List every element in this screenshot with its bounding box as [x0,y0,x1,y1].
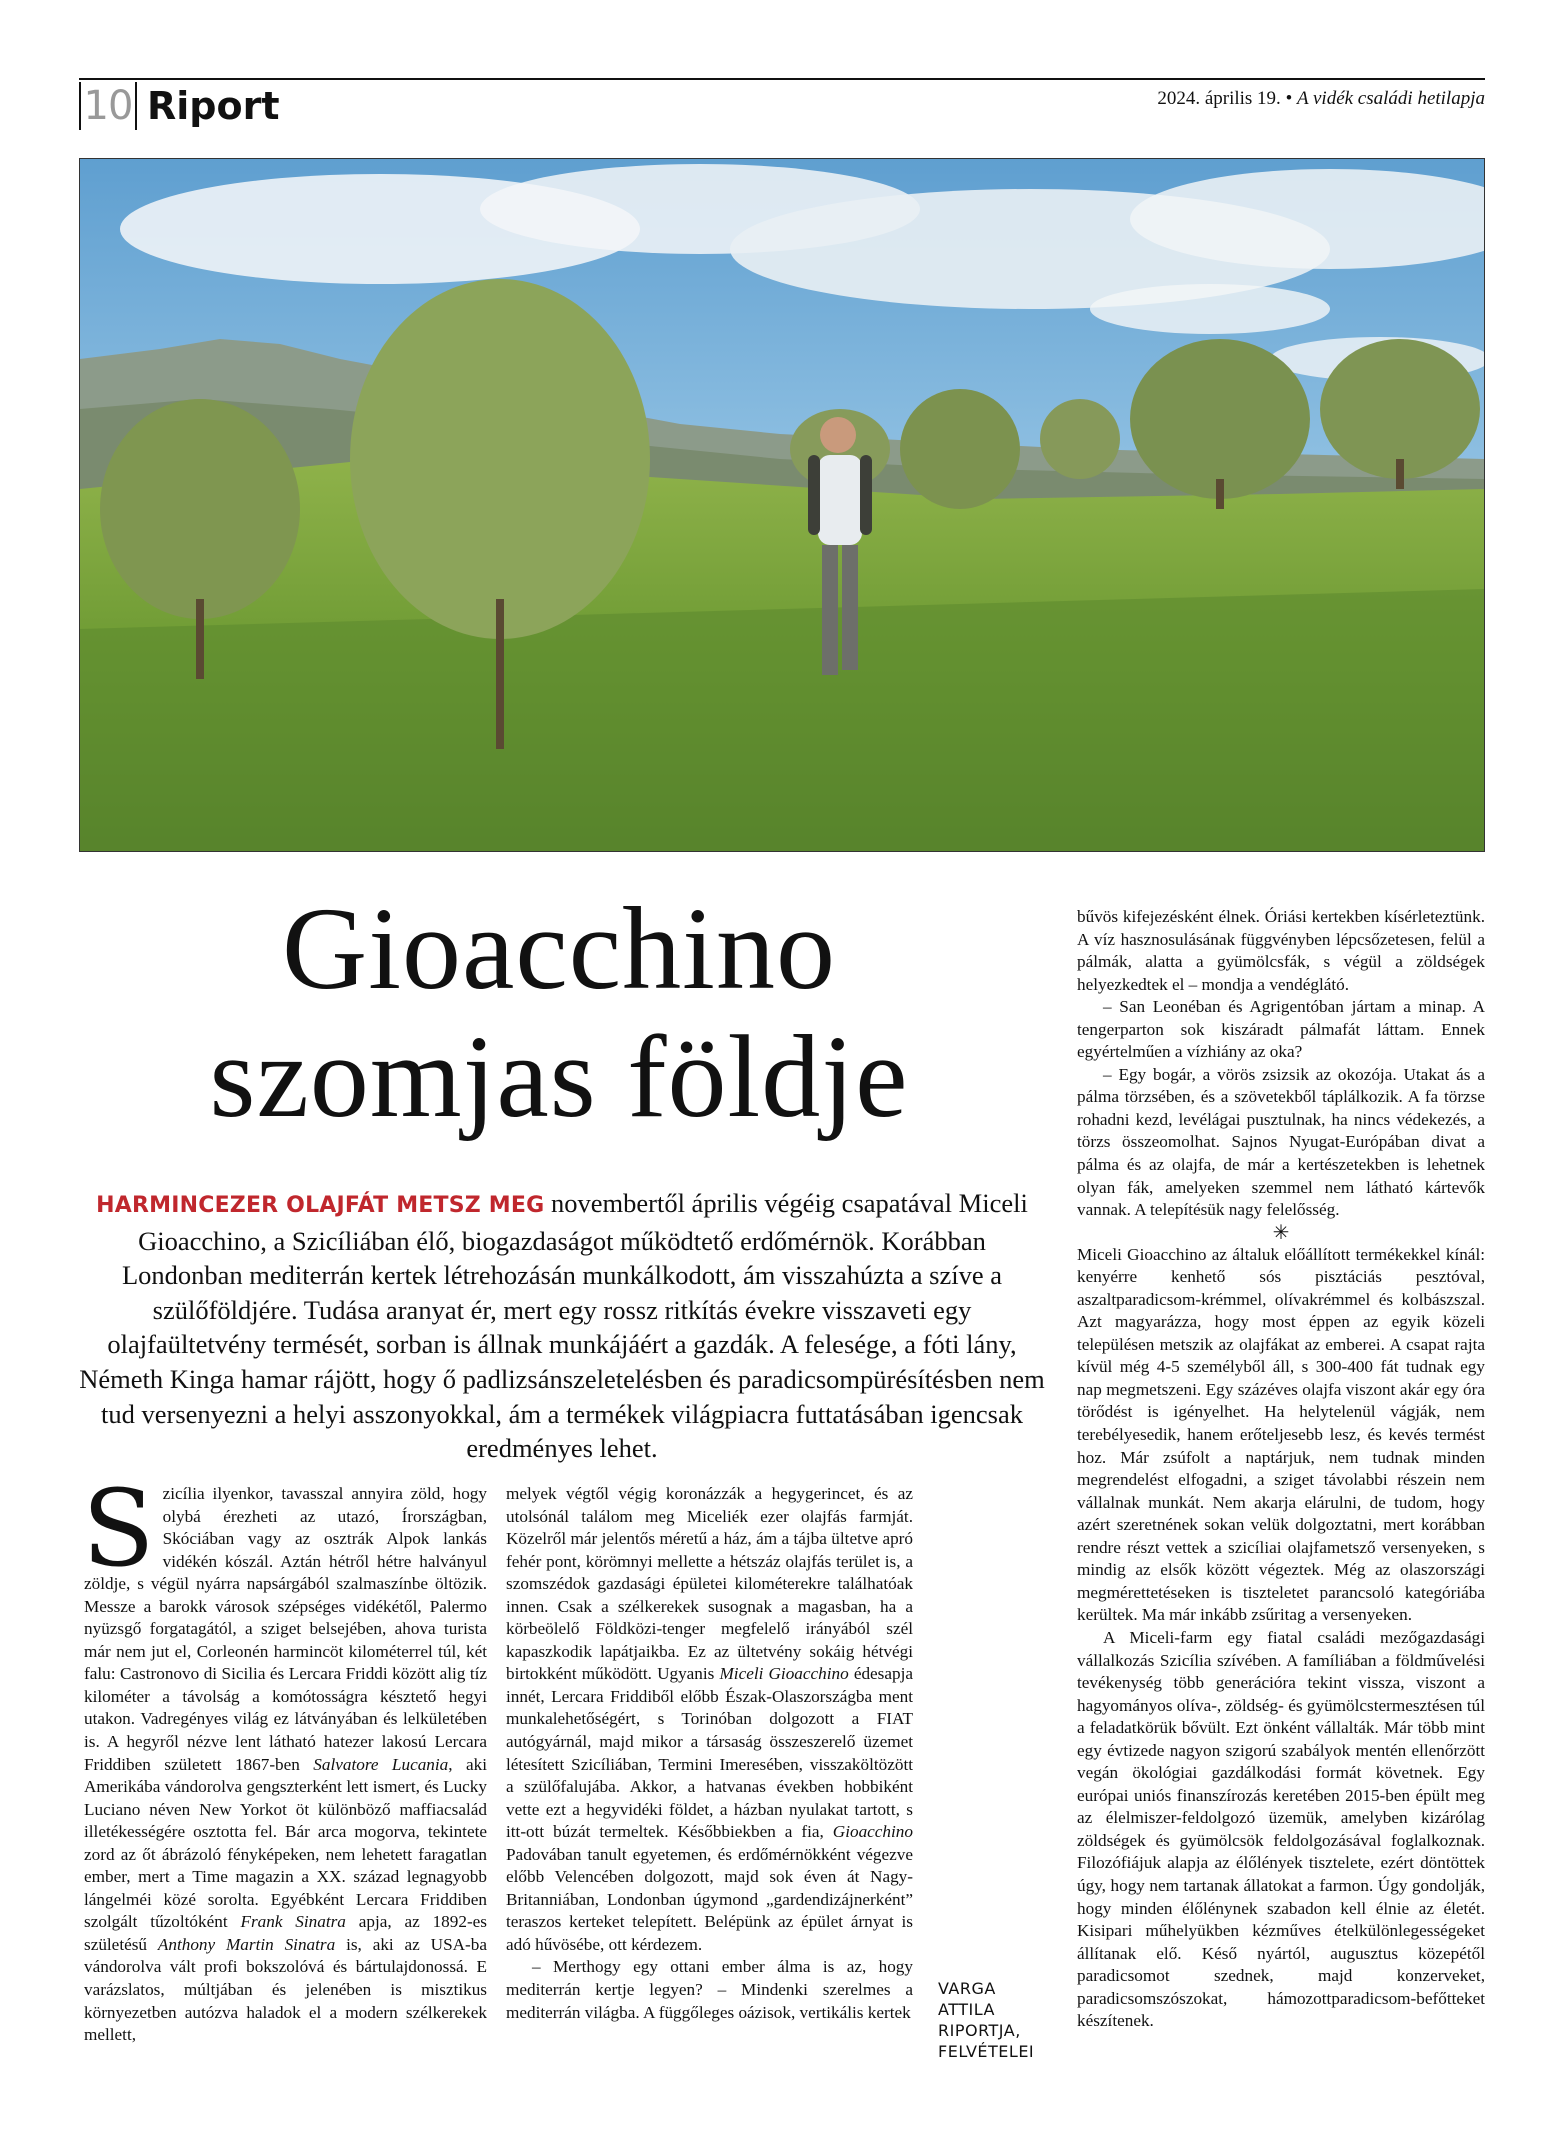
paragraph: apja, az 1892-es születésű [84,1912,487,1954]
dateline [1157,86,1485,112]
person-name: Salvatore Lucania [313,1754,449,1774]
byline-author: VARGA ATTILA [938,1979,996,2019]
header-rule [79,78,1485,80]
byline-line: FELVÉTELEI [938,2042,1035,2061]
byline [938,1978,1058,2062]
lead-paragraph [79,1186,1045,1466]
paragraph: – San Leonéban és Agrigentóban jártam a minap. A tengerparton sok kiszáradt pálmafát láttam. Ennek egyértelműen a vízhiány az oka? [1077,997,1485,1062]
page-number: 10 [79,82,137,130]
person-name: Frank Sinatra [240,1912,346,1932]
paragraph: bűvös kifejezésként élnek. Óriási kertekben kísérleteztünk. A víz hasznosulásának függvényben lépcsőzetesen, felül a pálmák, alatta a gyümölcsfák, s végül a zöldségek helyezkedtek el – mondja a vendéglátó. [1077,907,1485,994]
paragraph: zicília ilyenkor, tavasszal annyira zöld, hogy olybá érezheti az utazó, Írországban, Skóciában vagy az osztrák Alpok lankás vidékén kószál. Aztán hétről hétre halványul zöldje, s végül nyárra napsárgából szalmaszínbe öltözik. Messze a barokk városok szépséges vidékétől, Palermo nyüzsgő forgatagától, a sziget belsejében, ahova turista már nem jut el, Corleonén harmincöt kilométerrel túl, két falu: Castronovo di Sicilia és Lercara Friddi között alig tíz kilométer a távolság a komótosságra késztető hegyi utakon. Vadregényes világ ez látványában és lelkületében is. A hegyről nézve lent látható hatezer lakosú Lercara Friddiben született 1867-ben [84,1484,487,1774]
publication-tagline: A vidék családi hetilapja [1296,88,1485,109]
paragraph: Padovában tanult egyetemen, és erdőmérnökként végezve előbb Velencében dolgozott, majd sok éven át Nagy-Britanniában, Londonban úgymond „gardendizájnerként” teraszos kerteket telepített. Belépünk az épület árnyat is adó hűvösébe, ott kérdezem. [506,1844,913,1954]
paragraph: – Merthogy egy ottani ember álma is az, hogy mediterrán kertje legyen? – Mindenki szerelmes a mediterrán világba. A függőleges oázisok, vertikális kertek [506,1957,913,2022]
paragraph: – Egy bogár, a vörös zsizsik az okozója. Utakat ás a pálma törzsében, és a szövetekből táplálkozik. A fa törzse rohadni kezd, levélágai pusztulnak, ha nincs védekezés, a törzs összeomolhat. Sajnos Nyugat-Európában divat a pálma és az olajfa, de már a kertészetekben is lehetnek olyan fák, amelyeken szemmel nem látható kártevők vannak. A telepítésük nagy felelősség. [1077,1064,1485,1220]
issue-date: 2024. április 19. [1157,88,1281,109]
person-name: Miceli Gioacchino [719,1664,849,1684]
article-column-3 [1077,906,1485,2033]
paragraph: is, aki az USA-ba vándorolva vált profi bokszolóvá és bártulajdonossá. E varázslatos, múltjában és jelenében is misztikus környezetben autózva haladok el a modern szélkerekek mellett, [84,1934,487,2045]
paragraph: Miceli Gioacchino az általuk előállított termékekkel kínál: kenyérre kenhető sós pisztáciás pesztóval, aszaltparadicsom-krémmel, olívakrémmel és kolbászszal. Azt magyarázza, hogy most éppen az egyik közeli településen metszik az olajfákat az emberei. A csapat rajta kívül még 4-5 személyből áll, s 300-400 fát tudnak egy nap megmetszeni. Egy százéves olajfa viszont akár egy óra törődést is igényelhet. Ha helytelenül vágják, nem terebélyesedik, hanem erőteljesebb lesz, és kevés termést hoz. Már zsúfolt a naptárjuk, nem tudnak minden megrendelést elfogadni, a sziget távolabbi részein nem vállalnak munkát. Nem akarja elárulni, de tudom, hogy azért szeretnének sokan velük dolgoztatni, mert korábban rendre részt vettek a szicíliai olajfametsző versenyeken, s mindig az elsők között végeztek. Még az olaszországi megmérettetéseken is tiszteletet parancsoló kategóriába kerültek. Ma már inkább zsűritag a versenyeken. [1077,1244,1485,1625]
title-line-2: szomjas földje [209,1011,909,1142]
article-column-1 [82,1467,487,2047]
article-title [79,885,1039,1141]
paragraph: , aki Amerikába vándorolva gengszterként lett ismert, és Lucky Luciano néven New Yorkot öt különböző maffiacsalád illetékességére osztotta fel. Bár arca mogorva, tekintete zord az őt ábrázoló fényképeken, nem lehetett faragatlan ember, mert a Time magazin a XX. század legnagyobb lángelméi közé sorolta. Egyébként Lercara Friddiben szolgált tűzoltóként [84,1754,487,1932]
byline-line: RIPORTJA, [938,2021,1021,2040]
paragraph: A Miceli-farm egy fiatal családi mezőgazdasági vállalkozás Szicília szívében. A famíliában a földművelési tevékenység több generációra tekint vissza, viszont a hagyományos olíva-, zöldség- és gyümölcstermesztésen túl a feladatkörük bővült. Ezt önként vállalták. Már több mint egy évtizede nagyon szigorú szabályok mentén ellenőrzött vegán ökológiai gazdálkodási formát követnek. Egy európai uniós finanszírozás keretében 2015-ben épült meg az élelmiszer-feldolgozó üzemük, amelyben kizárólag zöldségek és gyümölcsök feldolgozásával foglalkoznak. Filozófiájuk alapja az élőlények tisztelete, ezért döntöttek úgy, hogy nem tartanak állatokat a farmon. Úgy gondolják, hogy minden élőlénynek szabadon kell élnie az életét. Kisipari műhelyükben kézműves ételkülönlegességeket állítanak elő. Késő nyártól, augusztus közepétől paradicsomot szednek, majd konzerveket, paradicsomszószokat, hámozottparadicsom-befőtteket készítenek. [1077,1627,1485,2031]
lead-photo [79,158,1485,852]
person-name: Anthony Martin Sinatra [157,1934,336,1954]
paragraph: melyek végtől végig koronázzák a hegygerincet, és az utolsónál találom meg Miceliék ezer olajfás farmját. Közelről már jelentős méretű a ház, ám a tájba ültetve apró fehér pont, körömnyi mellette a hétszáz olajfás terület is, a szomszédok gazdasági épületei kilométerekre találhatóak innen. Csak a szélkerekek susognak a magasban, ha a körbeölelő Földközi-tenger megfelelő irányából szél kapaszkodik lapátjaikba. Ez az ültetvény sokáig hétvégi birtokként működött. Ugyanis [506,1484,913,1684]
dateline-separator: • [1285,88,1293,109]
paragraph: édesapja innét, Lercara Friddiből előbb Észak-Olaszországba ment munkalehetőségért, s Torinóban dolgozott a FIAT autógyárnál, majd mikor a társaság összeszerelő üzemet létesített Szicíliában, Termini Imeresében, visszaköltözött a szülőfalujába. Akkor, a hatvanas években hobbiként vette ezt a hegyvidéki földet, a házban nyulakat tartott, s itt-ott búzát termeltek. Későbbiekben a fia, [506,1664,913,1842]
person-name: Gioacchino [832,1822,913,1842]
section-title: Riport [147,84,280,128]
article-column-2 [506,1483,913,2024]
title-line-1: Gioacchino [282,883,836,1014]
olive-grove-illustration [80,159,1485,852]
drop-cap: S [82,1467,155,1590]
lead-text: novembertől április végéig csapatával Miceli Gioacchino, a Szicíliában élő, biogazdaságot működtető erdőmérnök. Korábban Londonban mediterrán kertek létrehozásán munkálkodott, ám visszahúzta a szíve a szülőföldjére. Tudása aranyat ér, mert egy rossz ritkítás évekre visszaveti egy olajfaültetvény termését, sorban is állnak munkájáért a gazdák. A felesége, a fóti lány, Németh Kinga hamar rájött, hogy ő padlizsánszeletelésben és paradicsompürésítésben nem tud versenyezni a helyi asszonyokkal, ám a termékek világpiacra futtatásában igencsak eredményes lehet. [79,1188,1045,1464]
lead-kicker: HARMINCEZER OLAJFÁT METSZ MEG [96,1193,545,1218]
section-break-asterisk: ✳ [1272,1221,1290,1244]
